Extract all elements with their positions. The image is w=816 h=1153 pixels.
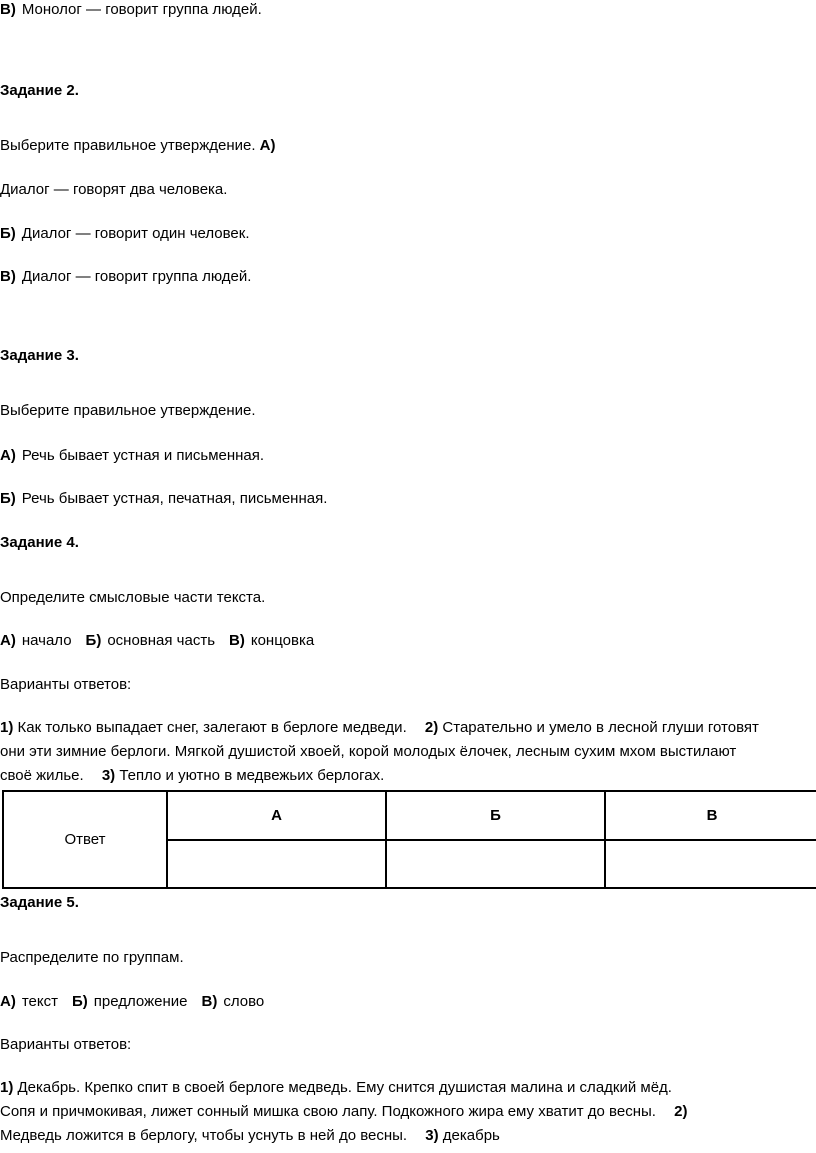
task5-text-line1 [0, 1078, 672, 1098]
task3-title: Задание 3. [0, 347, 79, 364]
item-text: своё жилье. [0, 767, 84, 784]
option-text: Диалог — говорит один человек. [21, 225, 250, 242]
group-letter: В) [201, 993, 218, 1010]
group-text: предложение [93, 993, 188, 1010]
task5-variants-label: Варианты ответов: [0, 1036, 132, 1053]
answer-table [2, 790, 816, 889]
group-letter: Б) [71, 993, 88, 1010]
group-text: слово [223, 993, 265, 1010]
task4-parts [0, 631, 314, 651]
task5-text-line2 [0, 1102, 687, 1122]
task5-text-line3 [0, 1126, 500, 1146]
task2-title: Задание 2. [0, 82, 79, 99]
task3-option-a [0, 446, 264, 466]
group-letter: А) [0, 993, 16, 1010]
task2-option-b [0, 224, 250, 244]
option-letter: Б) [0, 490, 16, 507]
item-text: декабрь [442, 1127, 500, 1144]
option-letter: В) [0, 1, 16, 18]
item-text: Тепло и уютно в медвежьих берлогах. [119, 767, 385, 784]
answer-row-label: Ответ [3, 791, 167, 888]
item-number: 2) [674, 1103, 688, 1120]
option-letter: В) [0, 268, 16, 285]
part-letter: Б) [85, 632, 102, 649]
part-letter: В) [229, 632, 245, 649]
option-letter: А) [0, 447, 16, 464]
answer-header-b: Б [386, 791, 605, 840]
task4-question: Определите смысловые части текста. [0, 589, 266, 606]
task2-option-v [0, 267, 251, 287]
task5-title: Задание 5. [0, 894, 79, 911]
task5-question: Распределите по группам. [0, 949, 184, 966]
answer-header-v: В [605, 791, 816, 840]
item-text: Декабрь. Крепко спит в своей берлоге медведь. Ему снится душистая малина и сладкий мёд. [17, 1079, 672, 1096]
option-letter: А) [259, 137, 276, 154]
part-text: основная часть [107, 632, 216, 649]
answer-cell-a[interactable] [167, 840, 386, 888]
task4-text-line1 [0, 718, 759, 738]
option-text: Речь бывает устная, печатная, письменная. [21, 490, 328, 507]
task2-option-a: Диалог — говорят два человека. [0, 181, 228, 198]
item-number: 2) [424, 719, 439, 736]
t1-option-v [0, 0, 262, 20]
task2-question [0, 136, 276, 156]
task4-variants-label: Варианты ответов: [0, 676, 132, 693]
task5-groups [0, 992, 264, 1012]
item-text: Сопя и причмокивая, лижет сонный мишка свою лапу. Подкожного жира ему хватит до весны. [0, 1103, 656, 1120]
item-text: Старательно и умело в лесной глуши готовят [442, 719, 759, 736]
part-text: начало [21, 632, 72, 649]
task4-text-line3 [0, 766, 384, 786]
answer-cell-b[interactable] [386, 840, 605, 888]
item-text: Медведь ложится в берлогу, чтобы уснуть в ней до весны. [0, 1127, 408, 1144]
task3-question: Выберите правильное утверждение. [0, 402, 256, 419]
group-text: текст [21, 993, 58, 1010]
task4-title: Задание 4. [0, 534, 79, 551]
item-text: Как только выпадает снег, залегают в берлоге медведи. [17, 719, 407, 736]
item-number: 1) [0, 1079, 14, 1096]
question-text: Выберите правильное утверждение. [0, 137, 256, 154]
item-number: 1) [0, 719, 14, 736]
item-number: 3) [101, 767, 116, 784]
option-text: Диалог — говорит группа людей. [21, 268, 252, 285]
task3-option-b [0, 489, 327, 509]
option-text: Речь бывает устная и письменная. [21, 447, 265, 464]
option-text: Монолог — говорит группа людей. [21, 1, 262, 18]
answer-cell-v[interactable] [605, 840, 816, 888]
option-letter: Б) [0, 225, 16, 242]
part-text: концовка [250, 632, 315, 649]
part-letter: А) [0, 632, 16, 649]
answer-header-a: А [167, 791, 386, 840]
item-number: 3) [425, 1127, 439, 1144]
task4-text-line2: они эти зимние берлоги. Мягкой душистой хвоей, корой молодых ёлочек, лесным сухим мхом выстилают [0, 743, 737, 760]
